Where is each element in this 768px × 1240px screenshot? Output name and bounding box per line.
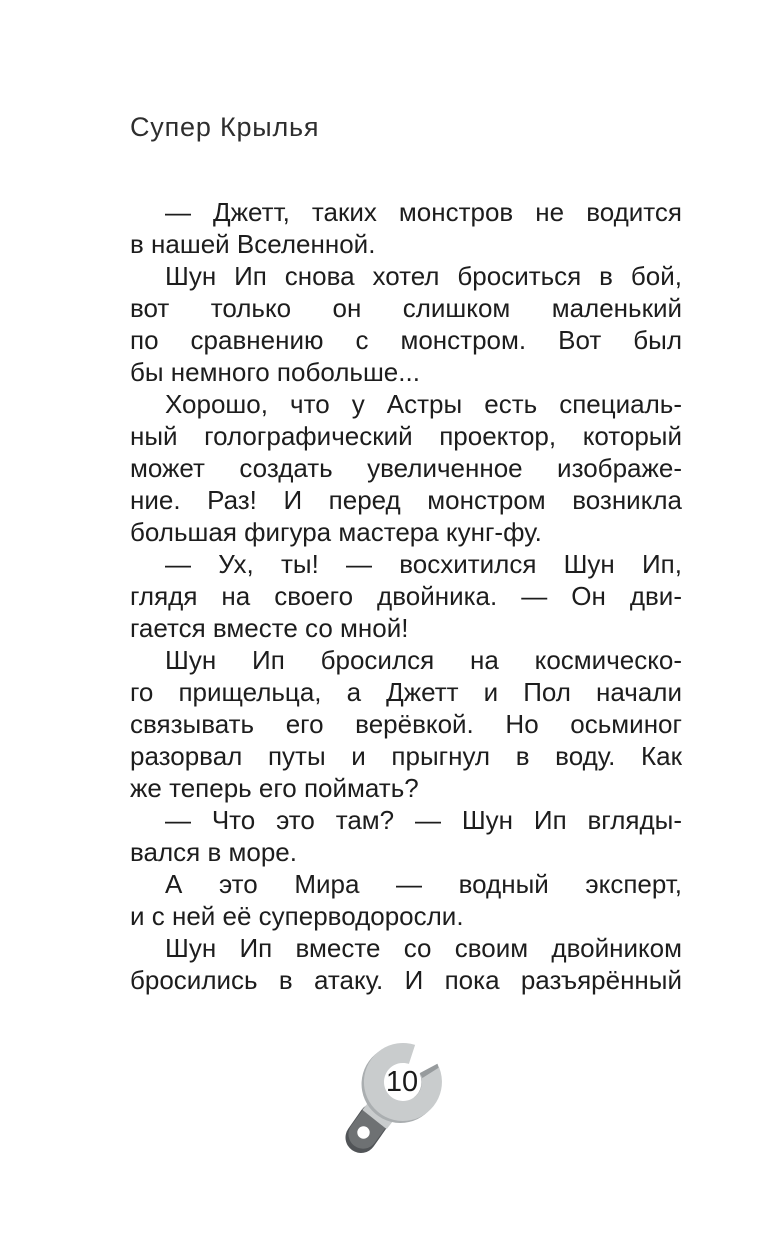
text-line: может создать увеличенное изображе- [130,453,682,483]
text-line: — Что это там? — Шун Ип вгляды- [165,805,682,835]
text-line: — Джетт, таких монстров не водится [165,197,682,227]
paragraph [130,868,682,932]
text-line: разорвал путы и прыгнул в воду. Как [130,741,682,771]
text-line: ние. Раз! И перед монстром возникла [130,485,682,515]
text-line: гается вместе со мной! [130,613,409,643]
text-line: бы немного побольше... [130,357,420,387]
paragraph [130,804,682,868]
text-line: Шун Ип снова хотел броситься в бой, [165,261,682,291]
text-block [130,196,682,996]
paragraph [130,196,682,260]
text-line: А это Мира — водный эксперт, [165,869,682,899]
paragraph [130,644,682,804]
paragraph [130,932,682,996]
text-line: Шун Ип бросился на космическо- [165,645,682,675]
text-line: го прищельца, а Джетт и Пол начали [130,677,682,707]
text-line: в нашей Вселенной. [130,229,376,259]
text-line: вот только он слишком маленький [130,293,682,323]
wrench-handle-hole [357,1126,369,1138]
paragraph [130,548,682,644]
text-line: Шун Ип вместе со своим двойником [165,933,682,963]
paragraph [130,260,682,388]
text-line: — Ух, ты! — восхитился Шун Ип, [165,549,682,579]
text-line: вался в море. [130,837,297,867]
text-line: Хорошо, что у Астры есть специаль- [165,389,682,419]
page-number: 10 [385,1066,419,1098]
running-head: Супер Крылья [130,112,320,142]
text-line: большая фигура мастера кунг-фу. [130,517,542,547]
text-line: же теперь его поймать? [130,773,419,803]
text-line: бросились в атаку. И пока разъярённый [130,965,682,995]
text-line: связывать его верёвкой. Но осьминог [130,709,682,739]
text-line: по сравнению с монстром. Вот был [130,325,682,355]
text-line: и с ней её суперводоросли. [130,901,464,931]
wrench-icon [336,1038,458,1164]
text-line: глядя на своего двойника. — Он дви- [130,581,682,611]
paragraph [130,388,682,548]
page-marker [336,1038,458,1164]
text-line: ный голографический проектор, который [130,421,682,451]
